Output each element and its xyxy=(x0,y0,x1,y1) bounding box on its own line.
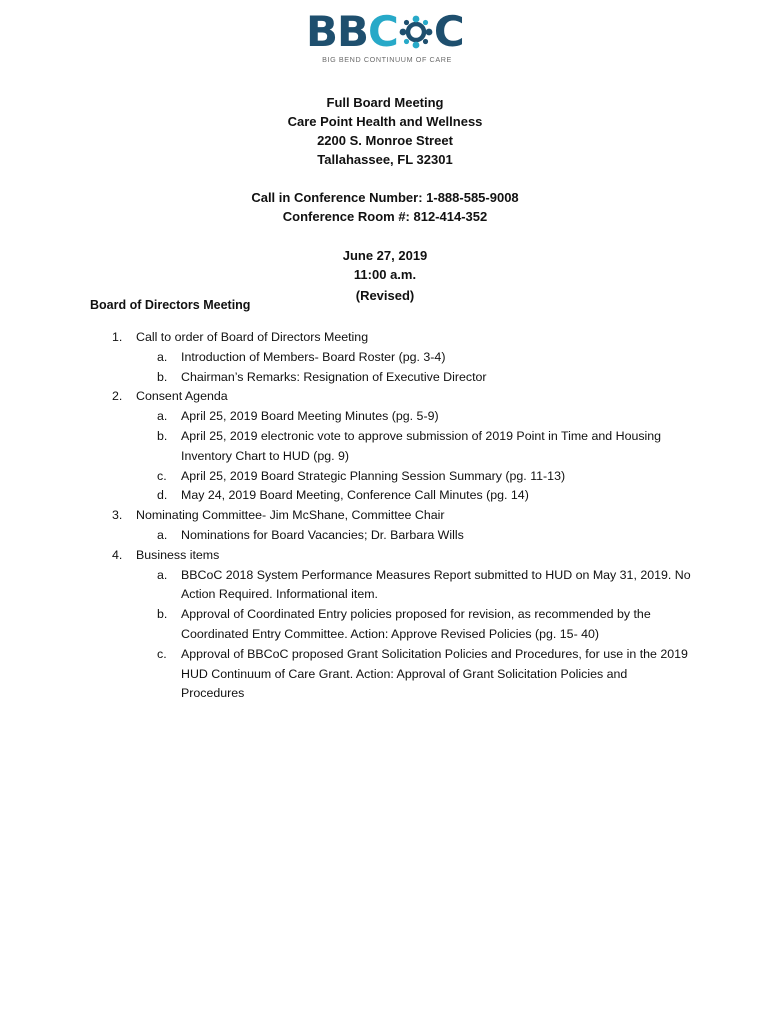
sub-item-letter: a. xyxy=(157,409,168,424)
sub-item-text: April 25, 2019 Board Strategic Planning Session Summary (pg. 11-13) xyxy=(181,468,566,483)
call-in-number: Call in Conference Number: 1-888-585-9008 xyxy=(251,190,519,205)
logo-letter-c-final: C xyxy=(433,7,464,56)
item-text: Consent Agenda xyxy=(136,389,228,404)
item-text: Nominating Committee- Jim McShane, Committee Chair xyxy=(136,508,445,523)
sub-list xyxy=(157,407,692,506)
sub-item-letter: b. xyxy=(157,369,168,384)
sub-item-letter: c. xyxy=(157,468,167,483)
agenda-item xyxy=(112,506,692,546)
venue-name: Care Point Health and Wellness xyxy=(287,114,483,129)
sub-item-text: BBCoC 2018 System Performance Measures Report submitted to HUD on May 31, 2019. No Action Required. Informational item. xyxy=(181,567,691,602)
logo-wordmark xyxy=(306,7,464,56)
sub-list xyxy=(157,566,692,705)
sub-item-text: Approval of Coordinated Entry policies proposed for revision, as recommended by the Coordinated Entry Committee. Action: Approve Revised Policies (pg. 15- 40) xyxy=(181,607,651,641)
agenda-item xyxy=(112,387,692,506)
city-state-zip: Tallahassee, FL 32301 xyxy=(317,152,453,167)
revised-note: (Revised) xyxy=(355,288,415,303)
meeting-title: Full Board Meeting xyxy=(326,95,444,110)
logo-letters-bb: BB xyxy=(306,7,369,56)
sub-item-text: May 24, 2019 Board Meeting, Conference Call Minutes (pg. 14) xyxy=(181,488,529,503)
sub-item-letter: a. xyxy=(157,567,168,582)
agenda-item xyxy=(112,546,692,704)
sub-item xyxy=(157,526,692,546)
sub-item xyxy=(157,368,692,388)
sub-item-text: Approval of BBCoC proposed Grant Solicitation Policies and Procedures, for use in the 2019 HUD Continuum of Care Grant. Action: Approval of Grant Solicitation Policies and Procedures xyxy=(181,646,688,701)
sub-item xyxy=(157,645,692,704)
sub-item-text: Introduction of Members- Board Roster (pg. 3-4) xyxy=(181,349,446,364)
item-text: Business items xyxy=(136,547,220,562)
sub-item-text: April 25, 2019 electronic vote to approve submission of 2019 Point in Time and Housing Inventory Chart to HUD (pg. 9) xyxy=(181,428,662,463)
sub-list xyxy=(157,526,692,546)
sub-item xyxy=(157,407,692,427)
sub-item xyxy=(157,427,692,467)
item-number: 3. xyxy=(112,508,123,523)
logo-tagline: BIG BEND CONTINUUM OF CARE xyxy=(322,55,452,64)
conference-call-block xyxy=(0,188,770,226)
conference-room-number: Conference Room #: 812-414-352 xyxy=(282,209,488,224)
item-number: 2. xyxy=(112,389,123,404)
sub-item-letter: a. xyxy=(157,349,168,364)
sub-item-text: Nominations for Board Vacancies; Dr. Barbara Wills xyxy=(181,527,464,542)
logo-letter-c: C xyxy=(368,7,398,56)
sub-item xyxy=(157,467,692,487)
sub-list xyxy=(157,348,692,388)
meeting-date: June 27, 2019 xyxy=(342,248,428,263)
sub-item-letter: b. xyxy=(157,428,168,443)
sub-item xyxy=(157,486,692,506)
sub-item-text: April 25, 2019 Board Meeting Minutes (pg. 5-9) xyxy=(181,409,439,424)
section-title: Board of Directors Meeting xyxy=(90,298,251,312)
item-text: Call to order of Board of Directors Meeting xyxy=(136,330,369,344)
meeting-address-block xyxy=(0,93,770,169)
sub-item xyxy=(157,348,692,368)
sub-item xyxy=(157,566,692,606)
sub-item-letter: d. xyxy=(157,488,168,503)
sub-item-text: Chairman’s Remarks: Resignation of Executive Director xyxy=(181,369,487,384)
sub-item xyxy=(157,605,692,645)
sub-item-letter: c. xyxy=(157,646,167,661)
sub-item-letter: a. xyxy=(157,527,168,542)
street-address: 2200 S. Monroe Street xyxy=(317,133,453,148)
item-number: 1. xyxy=(112,330,123,344)
logo-people-ring-icon xyxy=(399,15,433,49)
sub-item-letter: b. xyxy=(157,607,168,622)
agenda-item xyxy=(112,328,692,387)
item-number: 4. xyxy=(112,547,123,562)
agenda-list xyxy=(112,328,692,704)
bbcoc-logo xyxy=(306,7,464,66)
meeting-time: 11:00 a.m. xyxy=(353,267,417,282)
